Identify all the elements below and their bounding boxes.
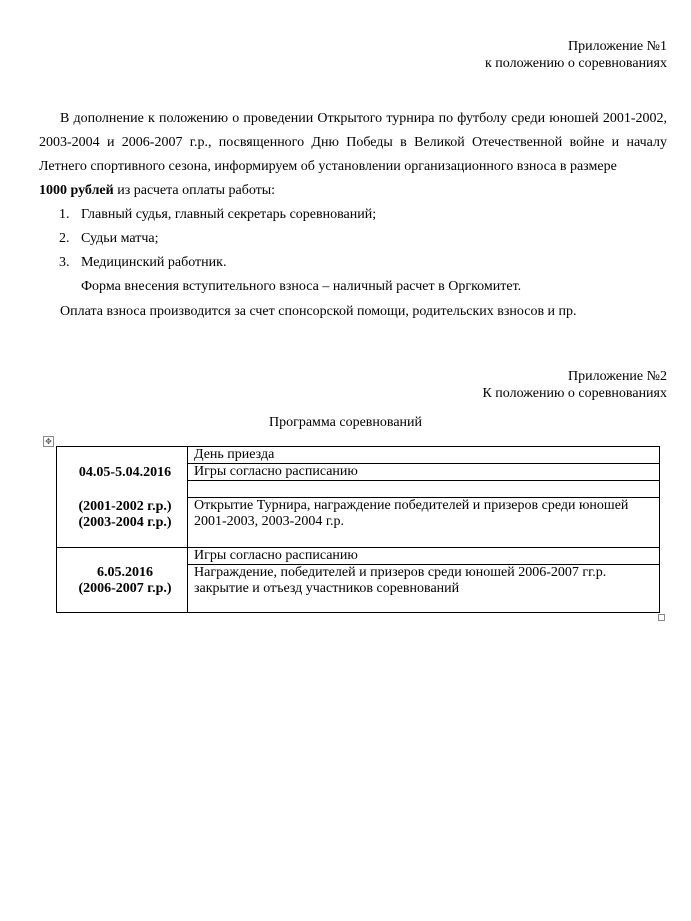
body-line-2: 2003-2004 и 2006-2007 г.р., посвященного Дню Победы в Великой Отечественной войне и началу [39, 135, 667, 150]
fee-line [39, 179, 667, 203]
fee-amount: 1000 рублей [39, 183, 114, 198]
table-row: День приезда [188, 447, 660, 464]
table-row: Открытие Турнира, награждение победителей и призеров среди юношей 2001-2003, 2003-2004 г.р. [188, 498, 660, 548]
table-row: Игры согласно расписанию [188, 548, 660, 565]
appendix-1-subtitle: к положению о соревнованиях [485, 56, 667, 71]
appendix-1-title: Приложение №1 [568, 39, 667, 54]
block-1-age-2: (2003-2004 г.р.) [78, 515, 172, 530]
date-cell [57, 548, 188, 613]
body-line-1: В дополнение к положению о проведении Открытого турнира по футболу среди юношей 2001-2002, [60, 111, 667, 126]
appendix-2-title: Приложение №2 [568, 369, 667, 384]
table-row: Награждение, победителей и призеров среди юношей 2006-2007 гг.р. закрытие и отъезд участников соревнований [188, 565, 660, 613]
appendix-1-header [485, 38, 667, 72]
appendix-2-subtitle: К положению о соревнованиях [482, 386, 667, 401]
block-2-date: 6.05.2016 [97, 565, 153, 580]
resize-handle-icon[interactable] [658, 614, 665, 621]
payment-form-text: Форма внесения вступительного взноса – наличный расчет в Оргкомитет. [81, 279, 522, 294]
block-1-age-1: (2001-2002 г.р.) [78, 499, 172, 514]
move-icon[interactable]: ✥ [43, 436, 54, 447]
block-2-age: (2006-2007 г.р.) [78, 581, 172, 596]
table-row [188, 481, 660, 498]
table-row: Игры согласно расписанию [188, 464, 660, 481]
body-line-3: Летнего спортивного сезона, информируем об установлении организационного взноса в размере [39, 159, 617, 174]
program-table [56, 446, 660, 613]
program-title: Программа соревнований [268, 415, 423, 430]
block-1-date: 04.05-5.04.2016 [78, 465, 172, 480]
payment-source-text: Оплата взноса производится за счет спонсорской помощи, родительских взносов и пр. [60, 304, 577, 319]
fee-rest: из расчета оплаты работы: [113, 183, 276, 198]
list-item: 3. Медицинский работник. [59, 255, 227, 270]
list-item: 1. Главный судья, главный секретарь соревнований; [59, 207, 377, 222]
list-item: 2. Судьи матча; [59, 231, 159, 246]
appendix-2-header [482, 368, 667, 402]
date-cell [57, 447, 188, 548]
